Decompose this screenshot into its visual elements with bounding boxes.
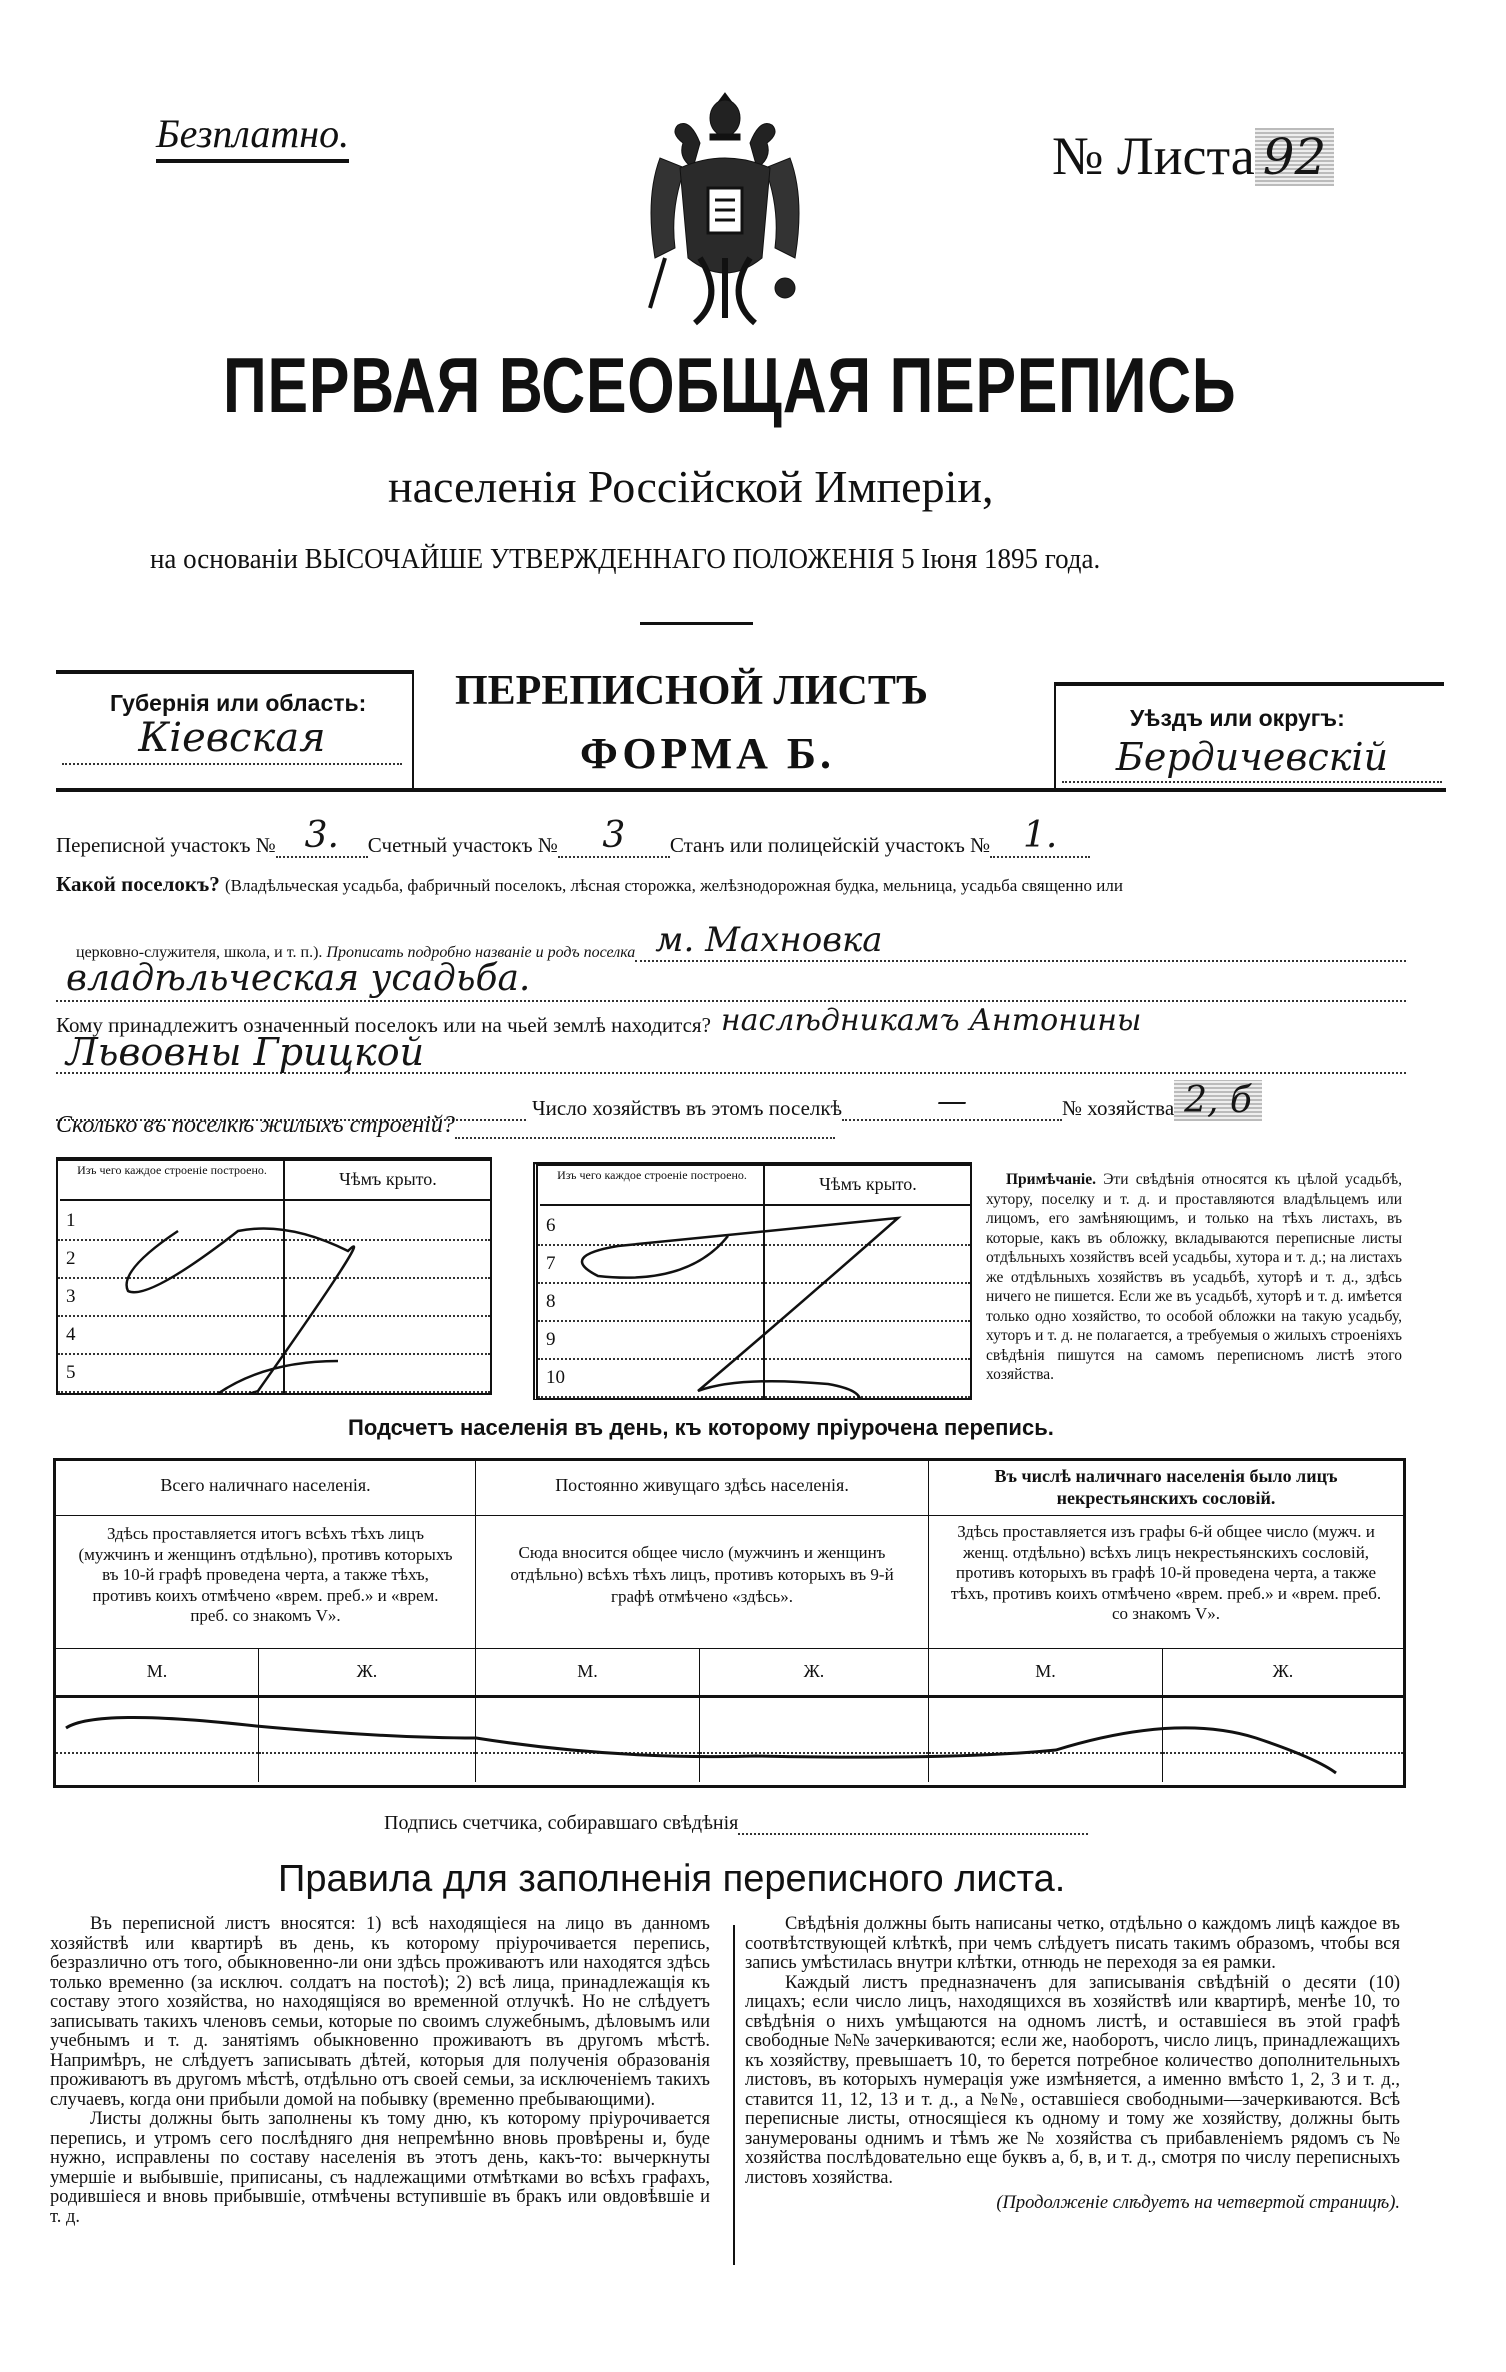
household-no-value: 2, б <box>1184 1080 1252 1121</box>
dwellings-field[interactable] <box>455 1137 835 1139</box>
strike-through-mark <box>538 1166 970 1398</box>
sheet-number-value: 92 <box>1255 128 1335 186</box>
owner-label: Кому принадлежитъ означенный поселокъ или на чьей землѣ находится? <box>56 1013 711 1037</box>
household-no-field[interactable] <box>1174 1080 1262 1121</box>
rules-paragraph: Листы должны быть заполнены къ тому дню, къ которому пріурочивается перепись, и утромъ сего послѣдняго дня непремѣнно вновь провѣрены и, буде нужно, исправлены по составу населенія въ этотъ день, какъ-то: вычеркнуты умершіе и выбывшіе, приписаны, съ надлежащими отмѣтками во всѣхъ графахъ, родившіеся и вновь прибывшіе, отмѣчены вступившіе въ бракъ или овдовѣвшіе и т. д. <box>50 2109 710 2227</box>
pop-col-2-m <box>476 1649 700 1698</box>
rule <box>1054 682 1444 686</box>
row-number: 3 <box>66 1286 76 1307</box>
note-title: Примѣчаніе. <box>1006 1171 1096 1188</box>
households-field[interactable] <box>842 1084 1062 1121</box>
pop-col-2-f <box>700 1649 929 1698</box>
imperial-eagle-emblem <box>640 88 810 328</box>
rule <box>1054 682 1056 790</box>
col-desc: Сюда вносится общее число (мужчинъ и женщинъ отдѣльно) всѣхъ тѣхъ лицъ, противъ которыхъ въ 9-й графѣ отмѣчено «здѣсь». <box>510 1543 894 1606</box>
col-header: Всего наличнаго населенія. <box>160 1475 371 1495</box>
strike-through-mark <box>56 1698 1403 1782</box>
subtitle: населенія Россійской Имперіи, <box>388 461 994 512</box>
rule <box>412 670 414 788</box>
rules-title: Правила для заполненія переписного листа. <box>278 1858 1066 1900</box>
free-label-underline <box>156 159 349 163</box>
pop-col-1-desc <box>56 1516 476 1649</box>
female-label: Ж. <box>1272 1661 1294 1681</box>
population-table <box>53 1458 1406 1788</box>
pop-col-2-desc <box>476 1516 929 1649</box>
province-field[interactable] <box>62 715 402 765</box>
col-desc: Здѣсь проставляется итогъ всѣхъ тѣхъ лицъ (мужчинъ и женщинъ отдѣльно), противъ которыхъ въ 10-й графѣ проведена черта, а также тѣхъ, противъ коихъ отмѣчено «врем. преб.» и «врем. преб. со знакомъ V». <box>78 1524 453 1625</box>
settlement-row <box>56 872 1123 897</box>
signature-row <box>384 1812 1088 1835</box>
settlement-value-2: владѣльческая усадьба. <box>66 958 531 999</box>
buildings-table-right <box>533 1162 972 1400</box>
row-number: 4 <box>66 1324 76 1345</box>
province-label: Губернія или область: <box>110 690 367 716</box>
pop-col-1-m <box>56 1649 259 1698</box>
col-header: Въ числѣ наличнаго населенія было лицъ некрестьянскихъ сословій. <box>994 1466 1338 1508</box>
col-desc: Здѣсь проставляется изъ графы 6-й общее число (мужч. и женщ. отдѣльно) всѣхъ лицъ некрестьянскихъ сословій, противъ которыхъ въ графѣ 10-й проведена черта, а также тѣхъ, противъ коихъ отмѣчено «врем. преб.» и «врем. преб. со знакомъ V». <box>950 1522 1382 1623</box>
signature-label: Подпись счетчика, собиравшаго свѣдѣнія <box>384 1812 739 1834</box>
row-number: 1 <box>66 1210 76 1231</box>
sheet-number-label: № Листа <box>1052 126 1255 186</box>
male-label: М. <box>577 1661 598 1681</box>
free-label-text: Безплатно. <box>156 111 350 156</box>
row-number: 6 <box>546 1215 556 1236</box>
page-title-text: ПЕРВАЯ ВСЕОБЩАЯ ПЕРЕПИСЬ <box>223 341 1237 429</box>
col-roof-header: Чѣмъ крыто. <box>819 1174 917 1194</box>
settlement-hint-1: (Владѣльческая усадьба, фабричный поселокъ, лѣсная сторожка, желѣзнодорожная будка, мельница, усадьба священно или <box>225 876 1123 895</box>
strike-through-mark <box>58 1161 490 1393</box>
count-district-label: Счетный участокъ № <box>367 833 558 857</box>
legal-basis <box>150 543 1172 576</box>
province-value: Кіевская <box>138 715 326 761</box>
row-number: 2 <box>66 1248 76 1269</box>
settlement-instruction: Прописать подробно названіе и родъ поселка <box>326 944 636 961</box>
pop-col-1-f <box>259 1649 476 1698</box>
owner-value-2: Львовны Грицкой <box>66 1030 425 1074</box>
col-material-header: Изъ чего каждое строеніе построено. <box>557 1168 747 1182</box>
settlement-field-2[interactable] <box>56 958 1406 1002</box>
row-number: 7 <box>546 1253 556 1274</box>
police-district-field[interactable] <box>990 815 1090 858</box>
female-label: Ж. <box>356 1661 378 1681</box>
form-name: ФОРМА Б. <box>580 729 835 778</box>
buildings-table-left <box>56 1157 492 1395</box>
rules-paragraph: Каждый листъ предназначенъ для записыванія свѣдѣній о десяти (10) лицахъ; если число лицъ, находящихся въ хозяйствѣ или квартирѣ, менѣе 10, то свѣдѣнія о нихъ умѣщаются на одномъ листѣ, и оставшіеся въ этой графѣ свободные №№ зачеркиваются; если же, наоборотъ, число лицъ, принадлежащихъ къ хозяйству, превышаетъ 10, то берется потребное количество дополнительныхъ листовъ, въ которыхъ нумерація уже измѣняется, а именно вмѣсто 1, 2, 3 и т. д., ставится 11, 12, 13 и т. д., а №№, оставшіеся свободными—зачеркиваются. Всѣ переписные листы, относящіеся къ одному и тому же хозяйству, должны быть занумерованы однимъ и тѣмъ же № хозяйства съ прибавленіемъ рядомъ съ № хозяйства послѣдовательно еще буквъ а, б, в, и т. д., смотря по числу переписныхъ листовъ хозяйства. <box>745 1972 1400 2188</box>
police-district-label: Станъ или полицейскій участокъ № <box>669 833 991 857</box>
female-label: Ж. <box>803 1661 825 1681</box>
dwellings-label: Сколько въ поселкѣ жилыхъ строеній? <box>56 1112 455 1138</box>
population-title: Подсчетъ населенія въ день, къ которому пріурочена перепись. <box>348 1415 1054 1440</box>
rules-left-column <box>50 1915 710 2227</box>
rules-paragraph: Свѣдѣнія должны быть написаны четко, отдѣльно о каждомъ лицѣ каждое въ соотвѣтствующей клѣткѣ, при чемъ слѣдуетъ писать такимъ образомъ, чтобы вся запись умѣстилась внутри клѣтки, отнюдь не переходя за ея рамки. <box>745 1914 1400 1973</box>
row-number: 9 <box>546 1329 556 1350</box>
male-label: М. <box>146 1661 168 1681</box>
household-no-label: № хозяйства <box>1062 1096 1175 1120</box>
district-value: Бердичевскій <box>1115 735 1389 779</box>
district-row <box>56 815 1090 858</box>
male-label: М. <box>1035 1661 1056 1681</box>
owner-value-1: наслѣдникамъ Антонины <box>720 1003 1142 1038</box>
settlement-row-2 <box>76 920 1406 962</box>
col-header: Постоянно живущаго здѣсь населенія. <box>555 1475 849 1495</box>
rule <box>56 788 1446 792</box>
households-value: — <box>937 1084 967 1119</box>
pop-col-3-m <box>929 1649 1163 1698</box>
free-label <box>156 110 349 163</box>
sheet-number <box>1052 125 1334 187</box>
count-district-value: 3 <box>602 815 626 856</box>
pop-col-3-desc <box>929 1516 1403 1649</box>
count-district-field[interactable] <box>558 815 670 858</box>
page-title <box>223 340 1238 430</box>
dwellings-row <box>56 1112 835 1139</box>
settlement-hint-2: церковно-служителя, школа, и т. п.). <box>76 944 323 961</box>
buildings-note <box>986 1170 1402 1385</box>
rules-right-column <box>745 1915 1400 2214</box>
signature-field[interactable] <box>738 1833 1088 1835</box>
pop-col-2-header <box>476 1461 929 1516</box>
continued-note: (Продолженіе слѣдуетъ на четвертой страницѣ). <box>996 2193 1400 2213</box>
pop-col-3-header <box>929 1461 1403 1516</box>
district-label: Уѣздъ или округъ: <box>1130 705 1345 731</box>
census-district-value: 3. <box>304 815 339 856</box>
settlement-label: Какой поселокъ? <box>56 872 220 896</box>
district-field[interactable] <box>1062 735 1442 783</box>
households-label: Число хозяйствъ въ этомъ поселкѣ <box>532 1096 842 1120</box>
sheet-type-title: ПЕРЕПИСНОЙ ЛИСТЪ <box>455 668 928 714</box>
rules-paragraph: Въ переписной листъ вносятся: 1) всѣ находящіеся на лицо въ данномъ хозяйствѣ или квартирѣ въ день, къ которому пріурочивается перепись, безразлично отъ того, обыкновенно-ли они здѣсь проживаютъ или находятся здѣсь только временно (за исключ. солдатъ на постоѣ); 2) всѣ лица, принадлежащія къ составу этого хозяйства, но находящіяся во временной отлучкѣ. Но не слѣдуетъ записывать такихъ членовъ семьи, которые по своимъ служебнымъ, дѣловымъ или учебнымъ и т. д. занятіямъ обыкновенно проживаютъ въ другомъ мѣстѣ. Напримѣръ, не слѣдуетъ записывать дѣтей, которыя для полученія образованія проживаютъ въ другомъ мѣстѣ, отдѣльно отъ своей семьи, за исключеніемъ такихъ случаевъ, когда они прибыли домой на побывку (временно пребывающими). <box>50 1914 710 2110</box>
divider <box>640 622 753 625</box>
census-district-label: Переписной участокъ № <box>56 833 276 857</box>
census-district-field[interactable] <box>276 815 368 858</box>
police-district-value: 1. <box>1023 815 1058 856</box>
owner-field-2[interactable] <box>56 1030 1406 1074</box>
rule <box>56 670 414 674</box>
row-number: 10 <box>546 1367 565 1388</box>
legal-basis-text: на основаніи ВЫСОЧАЙШЕ УТВЕРЖДЕННАГО ПОЛОЖЕНІЯ 5 Іюня 1895 года. <box>150 543 1101 575</box>
col-material-header: Изъ чего каждое строеніе построено. <box>77 1163 267 1177</box>
pop-col-3-f <box>1163 1649 1403 1698</box>
col-roof-header: Чѣмъ крыто. <box>339 1169 437 1189</box>
row-number: 8 <box>546 1291 556 1312</box>
settlement-value-1: м. Махновка <box>655 920 883 960</box>
settlement-field-1[interactable] <box>635 920 1406 962</box>
column-divider <box>733 1925 735 2265</box>
pop-col-1-header <box>56 1461 476 1516</box>
note-text: Эти свѣдѣнія относятся къ цѣлой усадьбѣ, хутору, поселку и т. д. и проставляются владѣльцемъ или лицомъ, его замѣняющимъ, и только на тѣхъ листахъ, въ которые, какъ въ обложку, вкладываются переписные листы отдѣльныхъ хозяйствъ всей усадьбы, хутора и т. д.; на листахъ же отдѣльныхъ хозяйствъ въ усадьбѣ, хуторѣ и т. д., здѣсь ничего не пишется. Если же въ усадьбѣ, хуторѣ и т. д. имѣется только одно хозяйство, то особой обложки на такую усадьбу, хуторъ и т. д. не полагается, а требуемыя о жилыхъ строеніяхъ свѣдѣнія пишутся на самомъ переписномъ листѣ этого хозяйства. <box>986 1171 1402 1383</box>
row-number: 5 <box>66 1362 76 1383</box>
